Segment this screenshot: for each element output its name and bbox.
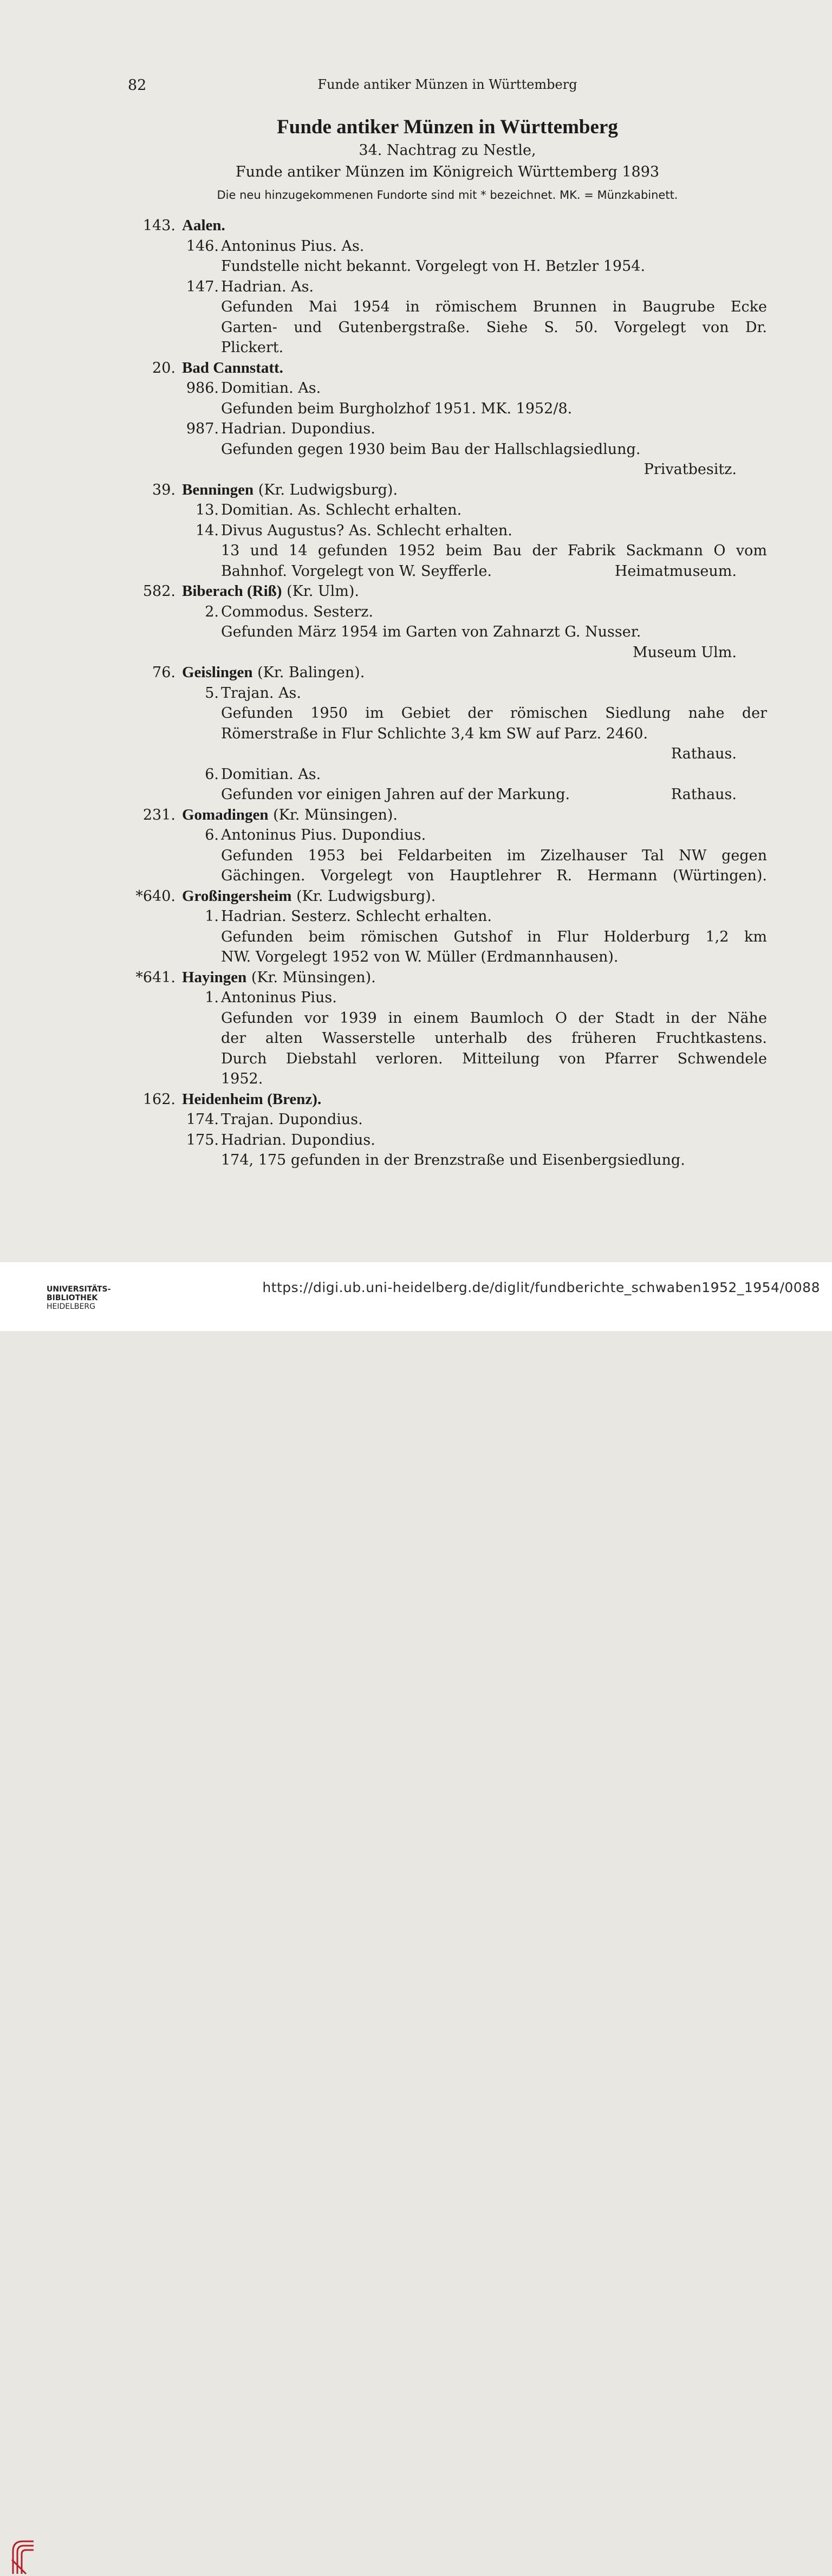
collection-name: Museum Ulm.	[632, 644, 737, 661]
place-name: Geislingen	[182, 664, 253, 681]
collection-name: Privatbesitz.	[644, 461, 737, 478]
district-name: (Kr. Münsingen).	[251, 969, 376, 986]
coin-number: 14.	[196, 522, 219, 539]
place-entry	[128, 358, 767, 379]
coin-description: Divus Augustus? As. Schlecht erhalten.	[221, 522, 512, 539]
coin-description: Commodus. Sesterz.	[221, 603, 373, 620]
coin-number: 5.	[205, 684, 219, 702]
coin-number: 987.	[186, 420, 219, 437]
find-description-line	[128, 1008, 767, 1029]
coin-description: Hadrian. As.	[221, 278, 314, 295]
find-text: Fundstelle nicht bekannt. Vorgelegt von H. Betzler 1954.	[221, 258, 646, 275]
find-text: Gefunden März 1954 im Garten von Zahnarzt G. Nusser.	[221, 624, 641, 640]
place-name: Benningen	[182, 481, 254, 498]
collection-line	[128, 744, 767, 764]
find-text: Plickert.	[221, 339, 284, 356]
find-text: Bahnhof. Vorgelegt von W. Seyfferle.	[221, 562, 492, 580]
find-description-line	[128, 1028, 767, 1049]
find-text: Gefunden 1950 im Gebiet der römischen Siedlung nahe der	[221, 705, 767, 722]
place-number: 231.	[142, 806, 176, 823]
coin-entry	[128, 378, 767, 399]
subtitle-line-2: Funde antiker Münzen im Königreich Württemberg 1893	[235, 164, 660, 180]
coin-description: Hadrian. Sesterz. Schlecht erhalten.	[221, 908, 492, 925]
place-entry	[128, 216, 767, 236]
find-text: der alten Wasserstelle unterhalb des früheren Fruchtkastens.	[221, 1030, 767, 1047]
place-heading	[182, 216, 225, 236]
find-description-line	[128, 338, 767, 358]
find-text: Garten- und Gutenbergstraße. Siehe S. 50. Vorgelegt von Dr.	[221, 319, 767, 336]
coin-description: Hadrian. Dupondius.	[221, 1131, 375, 1149]
find-text: Gefunden Mai 1954 in römischem Brunnen in Baugrube Ecke	[221, 299, 767, 315]
coin-entry	[128, 683, 767, 704]
place-name: Heidenheim (Brenz).	[182, 1090, 322, 1108]
coin-number: 1.	[205, 908, 219, 925]
find-description-line	[128, 947, 767, 968]
coin-entry	[128, 825, 767, 846]
coin-entry	[128, 1130, 767, 1151]
coin-description: Hadrian. Dupondius.	[221, 420, 375, 437]
find-description-line	[128, 541, 767, 561]
coin-entry	[128, 521, 767, 541]
find-description-line	[128, 317, 767, 338]
find-text: Gefunden beim Burgholzhof 1951. MK. 1952/8.	[221, 400, 573, 417]
place-entry	[128, 968, 767, 988]
place-entry	[128, 805, 767, 826]
coin-find-list	[128, 216, 767, 1171]
coin-number: 147.	[186, 278, 219, 295]
place-number: 76.	[152, 664, 176, 681]
place-entry	[128, 581, 767, 602]
place-number: *640.	[135, 887, 176, 905]
coin-entry	[128, 602, 767, 622]
district-name: (Kr. Münsingen).	[273, 806, 398, 823]
coin-entry	[128, 277, 767, 297]
place-entry	[128, 663, 767, 683]
page-number: 82	[128, 77, 147, 94]
running-title: Funde antiker Münzen in Württemberg	[317, 77, 577, 92]
coin-number: 146.	[186, 237, 219, 255]
find-description-line	[128, 622, 767, 643]
coin-number: 1.	[205, 989, 219, 1006]
place-heading	[182, 663, 365, 683]
place-entry	[128, 886, 767, 907]
find-description-line	[128, 399, 767, 419]
coin-entry	[128, 500, 767, 521]
place-number: 162.	[142, 1091, 176, 1108]
find-description-line	[128, 1049, 767, 1069]
find-text: Durch Diebstahl verloren. Mitteilung von Pfarrer Schwendele	[221, 1050, 767, 1067]
coin-description: Trajan. As.	[221, 684, 301, 702]
place-name: Bad Cannstatt.	[182, 359, 283, 377]
place-number: 20.	[152, 359, 176, 377]
find-text: Gefunden gegen 1930 beim Bau der Hallschlagsiedlung.	[221, 440, 641, 458]
collection-name: Heimatmuseum.	[614, 562, 737, 580]
library-name-line-2: BIBLIOTHEK	[47, 1294, 98, 1302]
place-heading	[182, 480, 398, 501]
coin-description: Domitian. As.	[221, 380, 321, 397]
find-description-line	[128, 561, 767, 582]
find-description-line	[128, 846, 767, 866]
place-number: 39.	[152, 481, 176, 498]
find-description-line	[128, 256, 767, 277]
place-heading	[182, 805, 398, 826]
coin-description: Domitian. As. Schlecht erhalten.	[221, 502, 462, 518]
place-entry	[128, 1089, 767, 1110]
coin-number: 13.	[196, 502, 219, 518]
coin-description: Trajan. Dupondius.	[221, 1111, 363, 1128]
collection-name: Rathaus.	[671, 786, 737, 803]
place-name: Biberach (Riß)	[182, 582, 282, 600]
place-heading	[182, 581, 359, 602]
coin-description: Domitian. As.	[221, 765, 321, 783]
place-heading	[182, 886, 435, 907]
footer-bar	[0, 1262, 832, 1331]
find-text: Gefunden vor 1939 in einem Baumloch O der Stadt in der Nähe	[221, 1009, 767, 1027]
find-description-line	[128, 1150, 767, 1171]
coin-entry	[128, 236, 767, 257]
place-name: Hayingen	[182, 968, 247, 986]
district-name: (Kr. Ludwigsburg).	[296, 887, 436, 905]
find-text: NW. Vorgelegt 1952 von W. Müller (Erdmannhausen).	[221, 949, 619, 965]
abbreviation-note: Die neu hinzugekommenen Fundorte sind mit * bezeichnet. MK. = Münzkabinett.	[217, 189, 678, 202]
find-text: 1952.	[221, 1070, 263, 1087]
coin-number: 175.	[186, 1131, 219, 1149]
find-text: 174, 175 gefunden in der Brenzstraße und Eisenbergsiedlung.	[221, 1152, 685, 1169]
place-heading	[182, 1089, 321, 1110]
coin-number: 986.	[186, 380, 219, 397]
place-heading	[182, 358, 283, 379]
running-head	[128, 77, 767, 96]
coin-entry	[128, 988, 767, 1008]
find-text: Gefunden beim römischen Gutshof in Flur Holderburg 1,2 km	[221, 928, 767, 945]
collection-line	[128, 459, 767, 480]
coin-entry	[128, 1109, 767, 1130]
coin-description: Antoninus Pius. As.	[221, 237, 365, 255]
library-logo-icon	[10, 2538, 37, 2576]
coin-entry	[128, 764, 767, 785]
coin-entry	[128, 419, 767, 439]
find-description-line	[128, 724, 767, 744]
find-description-line	[128, 866, 767, 886]
coin-number: 2.	[205, 603, 219, 620]
find-text: Gefunden 1953 bei Feldarbeiten im Zizelhauser Tal NW gegen	[221, 847, 767, 864]
find-description-line	[128, 784, 767, 805]
document-page	[0, 0, 832, 1262]
place-name: Gomadingen	[182, 806, 269, 823]
find-description-line	[128, 297, 767, 317]
coin-number: 6.	[205, 765, 219, 783]
find-description-line	[128, 703, 767, 724]
place-number: 143.	[142, 217, 176, 234]
collection-name: Rathaus.	[671, 745, 737, 762]
collection-line	[128, 643, 767, 663]
find-text: Römerstraße in Flur Schlichte 3,4 km SW auf Parz. 2460.	[221, 725, 648, 742]
find-text: Gächingen. Vorgelegt von Hauptlehrer R. Hermann (Würtingen).	[221, 867, 767, 884]
place-heading	[182, 968, 376, 988]
article-title: Funde antiker Münzen in Württemberg	[277, 116, 618, 138]
library-name-line-1: UNIVERSITÄTS-	[47, 1285, 111, 1294]
place-entry	[128, 480, 767, 501]
place-name: Großingersheim	[182, 887, 292, 905]
find-description-line	[128, 439, 767, 460]
find-text: 13 und 14 gefunden 1952 beim Bau der Fabrik Sackmann O vom	[221, 542, 767, 559]
title-block	[128, 115, 767, 206]
coin-description: Antoninus Pius.	[221, 989, 337, 1006]
coin-number: 174.	[186, 1111, 219, 1128]
coin-entry	[128, 906, 767, 927]
place-number: *641.	[135, 969, 176, 986]
subtitle-line-1: 34. Nachtrag zu Nestle,	[359, 142, 536, 159]
library-name-line-3: HEIDELBERG	[47, 1302, 95, 1311]
coin-number: 6.	[205, 827, 219, 843]
place-number: 582.	[142, 583, 176, 600]
find-description-line	[128, 1069, 767, 1089]
find-text: Gefunden vor einigen Jahren auf der Markung.	[221, 786, 570, 803]
district-name: (Kr. Ludwigsburg).	[258, 481, 398, 498]
district-name: (Kr. Balingen).	[257, 664, 365, 681]
source-url-link[interactable]: https://digi.ub.uni-heidelberg.de/diglit/fundberichte_schwaben1952_1954/0088	[262, 1280, 820, 1295]
place-name: Aalen.	[182, 217, 225, 234]
library-name	[47, 1285, 110, 1311]
find-description-line	[128, 927, 767, 948]
district-name: (Kr. Ulm).	[287, 583, 359, 600]
coin-description: Antoninus Pius. Dupondius.	[221, 827, 426, 843]
